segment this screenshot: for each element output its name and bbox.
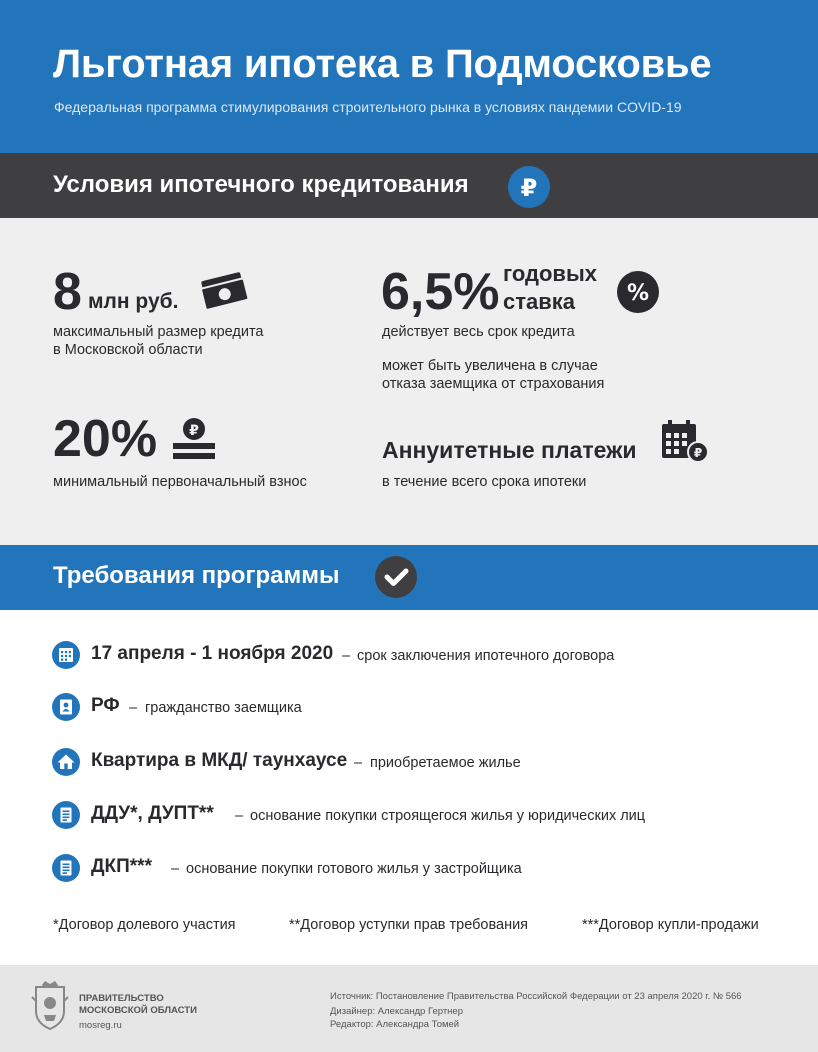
payments-value: Аннуитетные платежи xyxy=(382,437,637,463)
rate-note-2: отказа заемщика от страхования xyxy=(382,376,605,392)
svg-text:%: % xyxy=(626,281,650,306)
calendar-icon xyxy=(52,641,80,669)
requirement-main: РФ xyxy=(91,695,120,716)
requirement-dash: – xyxy=(171,861,180,877)
requirement-desc: гражданство заемщика xyxy=(145,700,302,716)
page-subtitle: Федеральная программа стимулирования строительного рынка в условиях пандемии COVID-19 xyxy=(54,99,682,115)
page-title: Льготная ипотека в Подмосковье xyxy=(53,42,712,86)
requirements-heading: Требования программы xyxy=(53,562,340,589)
header-banner xyxy=(0,0,818,153)
footnote-dupt: **Договор уступки прав требования xyxy=(289,917,529,933)
requirement-dash: – xyxy=(354,755,363,771)
id-card-icon xyxy=(52,693,80,721)
rate-note-1: может быть увеличена в случае xyxy=(382,358,598,374)
footnote-dkp: ***Договор купли-продажи xyxy=(582,917,759,933)
requirement-main: Квартира в МКД/ таунхаусе xyxy=(91,750,348,771)
ruble-coin-slot-icon xyxy=(170,416,218,467)
ruble-icon xyxy=(508,166,550,208)
money-bills-icon xyxy=(198,270,252,317)
coat-of-arms-icon xyxy=(30,979,70,1036)
svg-text:₽: ₽ xyxy=(520,174,538,202)
footer-org-1: ПРАВИТЕЛЬСТВО xyxy=(79,993,164,1004)
requirement-desc: основание покупки строящегося жилья у юридических лиц xyxy=(250,808,646,824)
check-icon xyxy=(375,556,417,598)
rate-label-2: ставка xyxy=(503,289,576,314)
document-icon xyxy=(52,801,80,829)
footer-source: Источник: Постановление Правительства Российской Федерации от 23 апреля 2020 г. № 566 xyxy=(330,991,742,1002)
requirement-main: ДКП*** xyxy=(91,856,152,877)
down-payment-value: 20% xyxy=(53,410,158,468)
requirement-desc: приобретаемое жилье xyxy=(370,755,521,771)
requirement-dash: – xyxy=(235,808,244,824)
percent-icon xyxy=(617,271,659,313)
requirement-item-citizenship xyxy=(52,693,752,723)
rate-label-1: годовых xyxy=(503,261,597,286)
calendar-ruble-icon xyxy=(660,420,710,469)
requirement-desc: основание покупки готового жилья у застройщика xyxy=(186,861,522,877)
rate-desc: действует весь срок кредита xyxy=(382,324,575,340)
requirement-dash: – xyxy=(129,700,138,716)
credit-amount-desc-1: максимальный размер кредита xyxy=(53,324,264,340)
svg-text:₽: ₽ xyxy=(189,423,199,439)
credit-amount-desc-2: в Московской области xyxy=(53,342,203,358)
conditions-heading: Условия ипотечного кредитования xyxy=(53,171,469,198)
rate-value: 6,5% xyxy=(381,263,500,321)
requirement-main: ДДУ*, ДУПТ** xyxy=(91,803,214,824)
footer xyxy=(0,965,818,1052)
payments-desc: в течение всего срока ипотеки xyxy=(382,474,587,490)
footer-designer: Дизайнер: Александр Гертнер xyxy=(330,1006,463,1017)
requirement-item-ddu xyxy=(52,801,772,831)
credit-amount-value: 8 xyxy=(53,263,82,321)
footer-site-link[interactable]: mosreg.ru xyxy=(79,1020,122,1031)
footnote-ddu: *Договор долевого участия xyxy=(53,917,236,933)
document-icon xyxy=(52,854,80,882)
requirement-item-dkp xyxy=(52,854,752,884)
requirement-dash: – xyxy=(342,648,351,664)
requirement-item-property xyxy=(52,748,752,778)
footer-org-2: МОСКОВСКОЙ ОБЛАСТИ xyxy=(79,1005,197,1016)
down-payment-desc: минимальный первоначальный взнос xyxy=(53,474,307,490)
requirement-desc: срок заключения ипотечного договора xyxy=(357,648,615,664)
conditions-heading-bar xyxy=(0,153,818,218)
requirement-main: 17 апреля - 1 ноября 2020 xyxy=(91,643,334,664)
house-icon xyxy=(52,748,80,776)
credit-amount-unit: млн руб. xyxy=(88,290,179,313)
requirement-item-dates xyxy=(52,641,752,671)
footer-editor: Редактор: Александра Томей xyxy=(330,1019,460,1030)
svg-text:₽: ₽ xyxy=(693,446,703,460)
